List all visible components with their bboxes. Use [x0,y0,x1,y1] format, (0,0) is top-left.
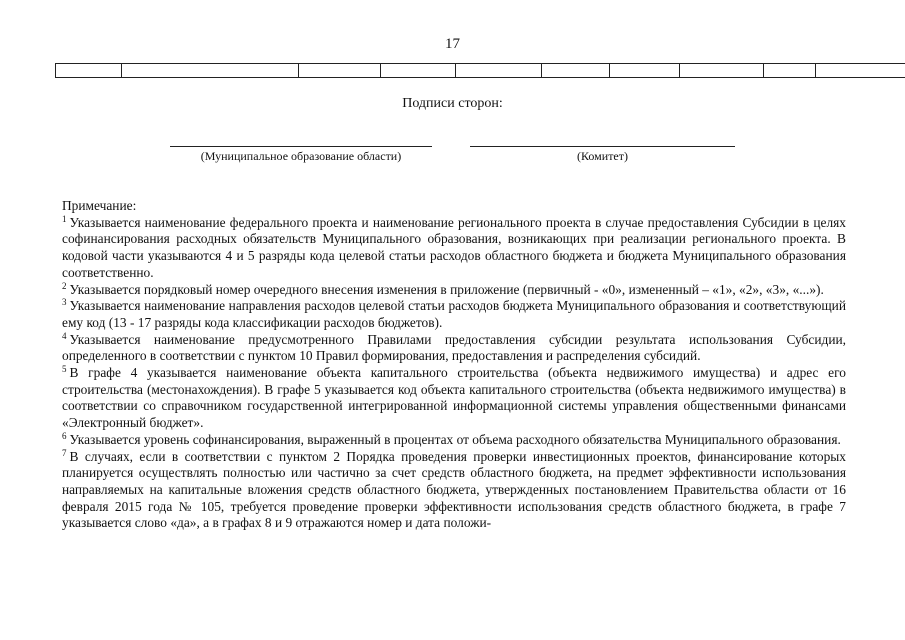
footnote [62,449,846,533]
table-row [56,64,905,78]
table-cell [764,64,816,78]
footnote-marker: 7 [62,447,67,458]
footnote-marker: 5 [62,364,67,375]
footnote [62,282,846,299]
footnote-marker: 3 [62,297,67,308]
footnote-text: Указывается наименование предусмотренного Правилами предоставления субсидии результата использования Субсидии, определенного в соответствии с пунктом 10 Правил формирования, предоставления и распределения субсидий. [62,331,846,364]
signatures-title: Подписи сторон: [402,96,503,111]
table-cell [542,64,610,78]
footnote [62,432,846,449]
table-cell [122,64,299,78]
footnote-marker: 4 [62,330,67,341]
footnote-marker: 6 [62,430,67,441]
footnote [62,332,846,365]
footnote [62,215,846,282]
footnote-marker: 1 [62,213,67,224]
footnote [62,365,846,432]
notes-heading: Примечание: [62,198,137,213]
page-number: 17 [445,36,460,52]
footnote-text: Указывается уровень софинансирования, выраженный в процентах от объема расходного обязательства Муниципального образования. [69,431,841,447]
footnote-text: Указывается наименование направления расходов целевой статьи расходов бюджета Муниципального образования и соответствующий ему код (13 - 17 разряды кода классификации расходов бюджетов). [62,298,846,330]
signature-caption: (Муниципальное образование области) [200,149,402,163]
table-cell [680,64,764,78]
signature-block-municipality [170,146,432,164]
footnote-text: Указывается порядковый номер очередного внесения изменения в приложение (первичный - «0», измененный – «1», «2», «3», «...»). [69,281,824,297]
footnote [62,298,846,331]
signature-block-committee [470,146,735,164]
signature-caption: (Комитет) [577,149,628,163]
table-cell [381,64,456,78]
table-cell [456,64,542,78]
footnote-text: Указывается наименование федерального проекта и наименование регионального проекта в случае предоставления Субсидии в целях софинансирования расходных обязательств Муниципального образования, возникающих при реализации регионального проекта. В кодовой части указываются 4 и 5 разряды кода целевой статьи расходов областного бюджета и бюджета Муниципального образования соответственно. [62,214,846,280]
notes-section [62,198,846,532]
table-cell [816,64,905,78]
footnote-text: В случаях, если в соответствии с пунктом 2 Порядка проведения проверки инвестиционных проектов, финансирование которых планируется осуществлять полностью или частично за счет средств областного бюджета, на предмет эффективности использования направляемых на капитальные вложения средств областного бюджета, утвержденных постановлением Правительства области от 16 февраля 2015 года № 105, требуется проведение проверки эффективности использования средств областного бюджета, в графе 7 указывается слово «да», а в графах 8 и 9 отражаются номер и дата положи- [62,448,846,531]
table-cell [610,64,680,78]
table-cell [299,64,381,78]
table-continuation-stub [55,63,905,78]
footnote-text: В графе 4 указывается наименование объекта капитального строительства (объекта недвижимого имущества) и адрес его строительства (местонахождения). В графе 5 указывается код объекта капитального строительства (объекта недвижимого имущества) в соответствии со справочником государственной интегрированной информационной системы управления общественными финансами «Электронный бюджет». [62,365,846,431]
footnote-marker: 2 [62,280,67,291]
table-cell [56,64,122,78]
